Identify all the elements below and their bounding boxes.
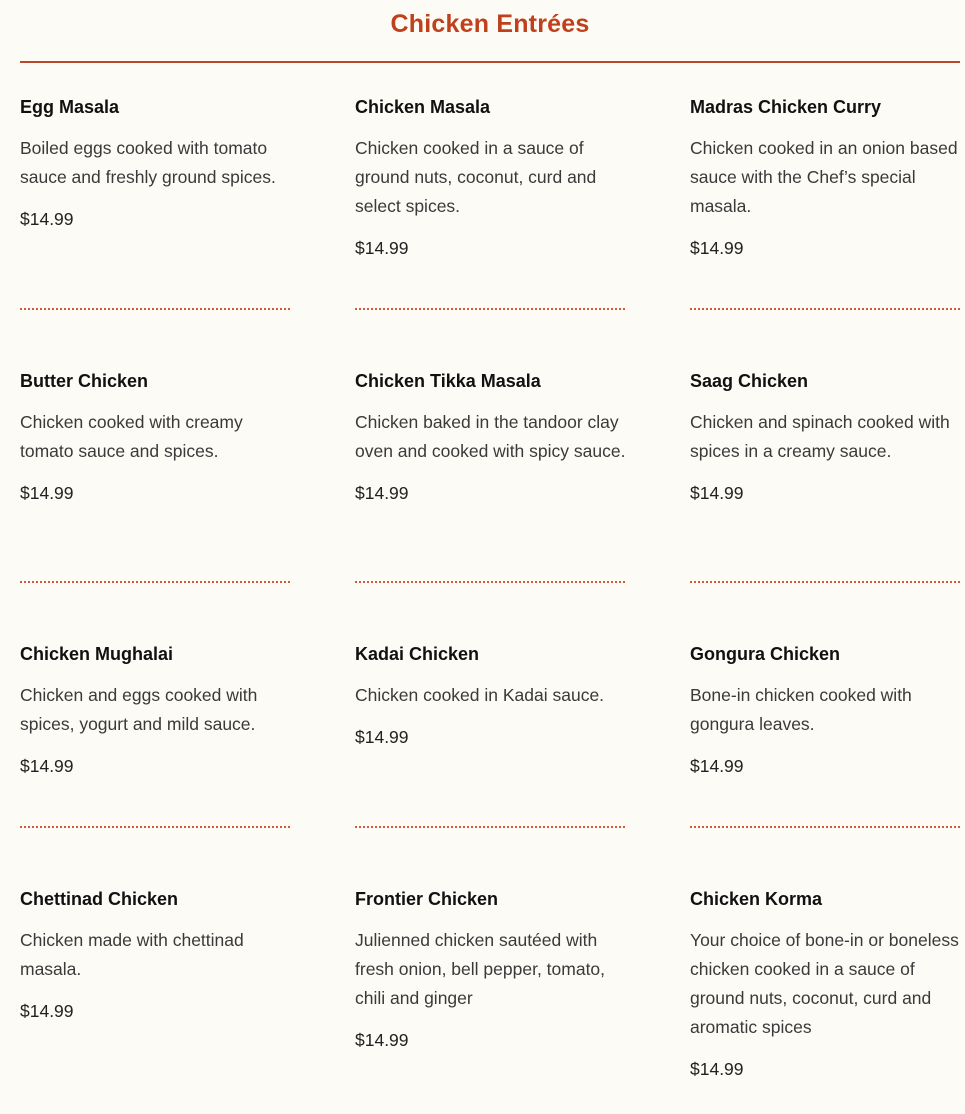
item-description: Chicken baked in the tandoor clay oven and cooked with spicy sauce. — [355, 412, 626, 461]
menu-item — [20, 886, 292, 1024]
item-price: $14.99 — [20, 1001, 74, 1021]
item-description: Chicken cooked in an onion based sauce with the Chef’s special masala. — [690, 138, 958, 216]
item-price: $14.99 — [20, 483, 74, 503]
item-description: Chicken cooked in Kadai sauce. — [355, 685, 605, 705]
item-price: $14.99 — [690, 756, 744, 776]
item-name: Chettinad Chicken — [20, 889, 179, 909]
menu-item — [690, 886, 962, 1082]
menu-item — [690, 94, 962, 261]
menu-item — [355, 368, 627, 506]
item-name: Chicken Tikka Masala — [355, 371, 541, 391]
item-name: Frontier Chicken — [355, 889, 499, 909]
item-description: Chicken cooked with creamy tomato sauce and spices. — [20, 412, 243, 461]
item-price: $14.99 — [690, 1059, 744, 1079]
title-divider — [20, 61, 960, 63]
section-title: Chicken Entrées — [390, 10, 590, 38]
item-description: Chicken and eggs cooked with spices, yogurt and mild sauce. — [20, 685, 258, 734]
item-price: $14.99 — [20, 756, 74, 776]
menu-item — [355, 886, 627, 1053]
menu-item — [690, 368, 962, 506]
item-name: Madras Chicken Curry — [690, 97, 882, 117]
item-name: Kadai Chicken — [355, 644, 480, 664]
item-price: $14.99 — [20, 209, 74, 229]
menu-item — [355, 94, 627, 261]
dotted-divider — [355, 581, 625, 583]
item-description: Chicken and spinach cooked with spices in a creamy sauce. — [690, 412, 950, 461]
item-price: $14.99 — [355, 1030, 409, 1050]
item-name: Saag Chicken — [690, 371, 809, 391]
item-name: Chicken Masala — [355, 97, 491, 117]
item-description: Chicken made with chettinad masala. — [20, 930, 244, 979]
item-description: Boiled eggs cooked with tomato sauce and freshly ground spices. — [20, 138, 276, 187]
item-name: Butter Chicken — [20, 371, 149, 391]
item-price: $14.99 — [355, 238, 409, 258]
item-name: Gongura Chicken — [690, 644, 841, 664]
item-description: Chicken cooked in a sauce of ground nuts, coconut, curd and select spices. — [355, 138, 597, 216]
dotted-divider — [690, 308, 960, 310]
dotted-divider — [355, 826, 625, 828]
item-description: Julienned chicken sautéed with fresh onion, bell pepper, tomato, chili and ginger — [355, 930, 606, 1008]
item-name: Chicken Korma — [690, 889, 823, 909]
menu-item — [20, 368, 292, 506]
item-price: $14.99 — [690, 483, 744, 503]
menu-item — [20, 94, 292, 232]
dotted-divider — [355, 308, 625, 310]
item-description: Your choice of bone-in or boneless chicken cooked in a sauce of ground nuts, coconut, curd and aromatic spices — [690, 930, 959, 1037]
item-price: $14.99 — [355, 727, 409, 747]
dotted-divider — [690, 581, 960, 583]
menu-item — [690, 641, 962, 779]
menu-item — [355, 641, 627, 750]
dotted-divider — [20, 826, 290, 828]
item-name: Chicken Mughalai — [20, 644, 174, 664]
item-price: $14.99 — [355, 483, 409, 503]
dotted-divider — [20, 308, 290, 310]
dotted-divider — [20, 581, 290, 583]
item-description: Bone-in chicken cooked with gongura leaves. — [690, 685, 912, 734]
item-price: $14.99 — [690, 238, 744, 258]
menu-item — [20, 641, 292, 779]
item-name: Egg Masala — [20, 97, 120, 117]
dotted-divider — [690, 826, 960, 828]
